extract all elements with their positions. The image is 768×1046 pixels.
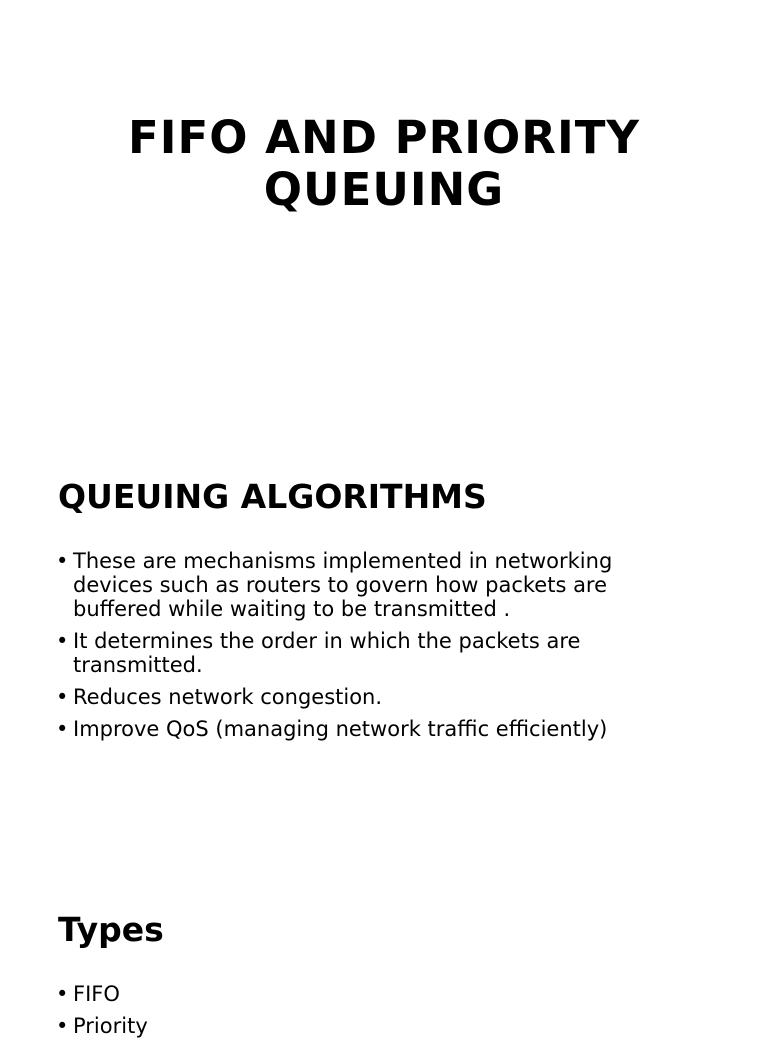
list-item-text: Improve QoS (managing network traffic efficiently) xyxy=(73,717,608,741)
list-item xyxy=(56,717,696,741)
list-item-text: Reduces network congestion. xyxy=(73,685,383,709)
bullet-icon: • xyxy=(56,717,69,741)
bullet-icon: • xyxy=(56,982,69,1006)
page-title-line-1: FIFO AND PRIORITY xyxy=(128,111,640,164)
list-item-text: It determines the order in which the packets are transmitted. xyxy=(73,629,581,677)
list-item xyxy=(56,685,696,709)
bullet-icon: • xyxy=(56,1014,69,1038)
list-item-text: FIFO xyxy=(73,982,120,1006)
list-item xyxy=(56,982,696,1006)
list-item xyxy=(56,549,696,621)
list-item xyxy=(56,1014,696,1038)
page-title-line-2: QUEUING xyxy=(263,163,505,216)
bullet-list-types xyxy=(56,982,696,1046)
bullet-icon: • xyxy=(56,549,69,573)
list-item-text: These are mechanisms implemented in networking devices such as routers to govern how packets are buffered while waiting to be transmitted . xyxy=(73,549,613,621)
bullet-icon: • xyxy=(56,629,69,653)
bullet-list-algorithms xyxy=(56,549,696,749)
bullet-icon: • xyxy=(56,685,69,709)
section-heading-types: Types xyxy=(58,910,164,949)
list-item xyxy=(56,629,696,677)
list-item-text: Priority xyxy=(73,1014,148,1038)
title-slide xyxy=(0,112,768,216)
section-heading-queuing-algorithms: QUEUING ALGORITHMS xyxy=(58,477,487,516)
